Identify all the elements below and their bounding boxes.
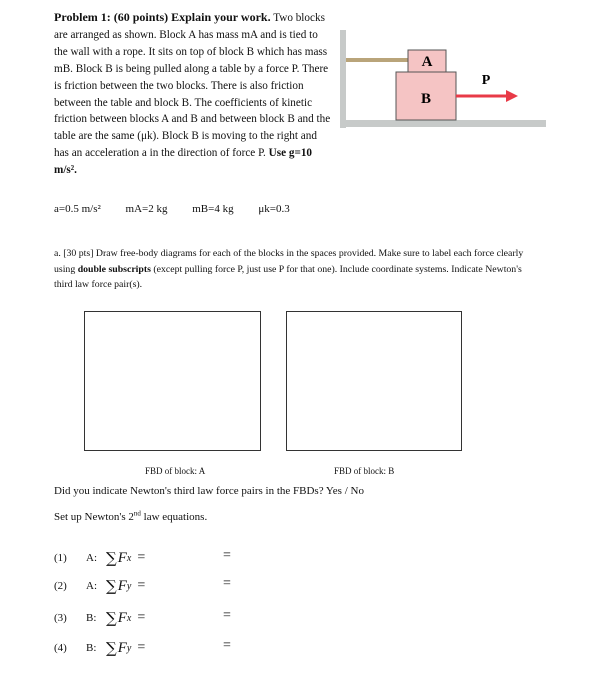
sigma-symbol: ∑ xyxy=(106,609,117,627)
sigma-symbol: ∑ xyxy=(106,639,117,657)
problem-title: Problem 1: (60 points) Explain your work. xyxy=(54,10,271,24)
equals-sign-right-2: = xyxy=(223,576,231,591)
givens xyxy=(54,203,312,215)
force-symbol: F xyxy=(117,609,127,626)
force-symbol: F xyxy=(117,577,127,594)
part-a-prefix: a. [30 pts] Draw free-body diagrams for each of the blocks in the spaces provided. Make sure to label each force clearly using xyxy=(54,248,524,275)
equation-row-2 xyxy=(54,576,145,596)
equation-row-3 xyxy=(54,608,145,628)
equation-block: A: xyxy=(86,580,97,592)
sigma-symbol: ∑ xyxy=(106,549,117,567)
force-symbol: F xyxy=(117,549,127,566)
component-subscript: y xyxy=(126,580,132,592)
given-mass-b: mB=4 kg xyxy=(192,203,234,215)
gravity-note: Use g=10 m/s². xyxy=(54,147,313,177)
equation-number: (4) xyxy=(54,642,67,654)
part-a-suffix: (except pulling force P, just use P for that one). Include coordinate systems. Indicate Newton's third law force pair(s). xyxy=(54,263,522,290)
component-subscript: x xyxy=(126,612,132,624)
problem-body: Two blocks are arranged as shown. Block A has mass mA and is tied to the wall with a rope. It sits on top of block B which has mass mB. Block B is being pulled along a table by a force P. There is friction between the two blocks. There is also friction between the table and block B. The coefficients of kinetic friction between blocks A and B and between block B and the table are the same (μk). Block B is moving to the right and has an acceleration a in the direction of force P. xyxy=(54,12,331,160)
third-law-question: Did you indicate Newton's third law force pairs in the FBDs? Yes / No xyxy=(54,485,364,497)
equation-block: A: xyxy=(86,552,97,564)
equation-number: (3) xyxy=(54,612,67,624)
equation-number: (2) xyxy=(54,580,67,592)
component-subscript: y xyxy=(126,642,132,654)
equation-block: B: xyxy=(86,642,97,654)
fbd-label-a: FBD of block: A xyxy=(145,466,206,476)
equals-sign-right-1: = xyxy=(223,548,231,563)
problem-text xyxy=(54,9,334,179)
fbd-box-a[interactable] xyxy=(84,311,261,451)
equation-number: (1) xyxy=(54,552,67,564)
given-mu-k: μk=0.3 xyxy=(258,203,290,215)
equation-row-1 xyxy=(54,548,145,568)
sigma-symbol: ∑ xyxy=(106,577,117,595)
newton-prompt xyxy=(54,509,207,523)
block-b-label: B xyxy=(420,91,432,107)
component-subscript: x xyxy=(126,552,132,564)
force-symbol: F xyxy=(117,639,127,656)
equals-sign-right-4: = xyxy=(223,638,231,653)
wall xyxy=(340,30,346,128)
block-a-label: A xyxy=(421,54,433,70)
part-a-emphasis: double subscripts xyxy=(77,263,151,275)
equation-row-4 xyxy=(54,638,145,658)
equals-sign-right-3: = xyxy=(223,608,231,623)
rope xyxy=(346,58,408,62)
fbd-label-b: FBD of block: B xyxy=(334,466,395,476)
newton-prompt-text: Set up Newton's 2nd law equations. xyxy=(54,509,208,523)
fbd-box-b[interactable] xyxy=(286,311,462,451)
given-acceleration: a=0.5 m/s² xyxy=(54,203,101,215)
equals-sign: = xyxy=(137,550,146,565)
blocks-figure xyxy=(338,28,548,133)
equation-block: B: xyxy=(86,612,97,624)
equals-sign: = xyxy=(137,640,146,655)
table xyxy=(340,120,546,127)
equals-sign: = xyxy=(137,610,146,625)
equals-sign: = xyxy=(137,578,146,593)
given-mass-a: mA=2 kg xyxy=(125,203,168,215)
force-arrow-head xyxy=(506,90,518,102)
force-label: P xyxy=(481,73,491,88)
part-a-text xyxy=(54,246,534,293)
